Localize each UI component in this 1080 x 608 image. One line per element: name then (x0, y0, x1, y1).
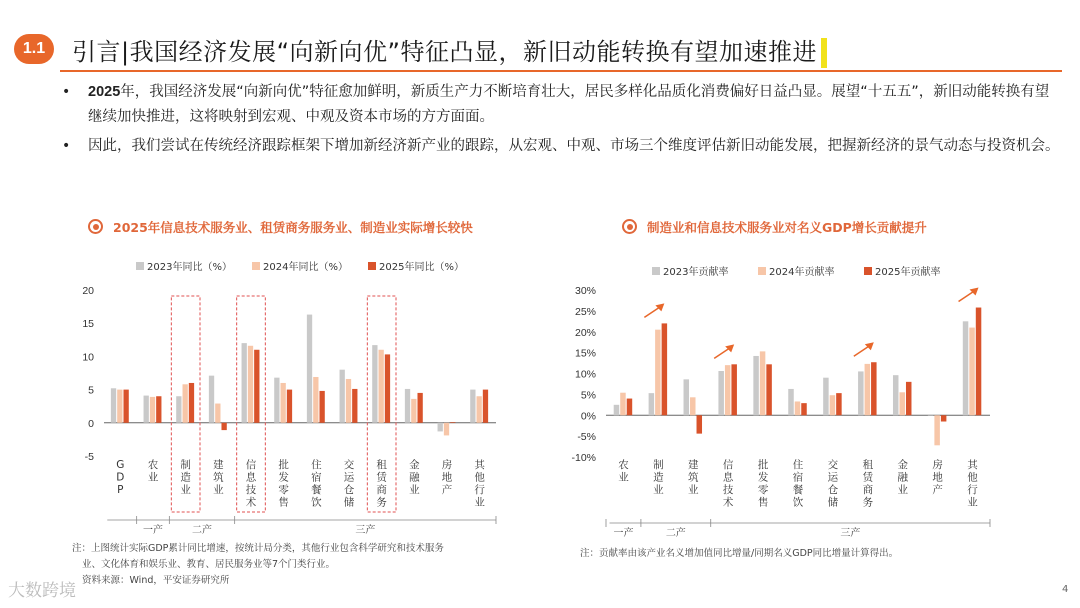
bar-2024 (281, 383, 286, 423)
chart-left-title-text: 2025年信息技术服务业、租赁商务服务业、制造业实际增长较快 (113, 220, 473, 235)
x-category-label: D (116, 471, 125, 484)
x-category-label: 融 (897, 471, 908, 484)
x-category-label: 运 (827, 471, 839, 484)
x-category-label: 技 (245, 484, 257, 496)
bar-2023 (684, 379, 690, 415)
y-tick-label: 15 (82, 318, 94, 331)
x-category-label: 批 (757, 459, 769, 471)
x-category-label: 租 (376, 459, 387, 471)
chart-left-notes (72, 541, 542, 589)
x-category-label: 业 (474, 496, 485, 509)
legend-swatch (758, 267, 766, 275)
y-tick-label: 10 (82, 351, 94, 364)
legend-label: 2025年同比（%） (379, 262, 464, 273)
x-category-label: 业 (213, 484, 224, 496)
y-tick-label: 5 (88, 384, 94, 397)
bar-2023 (753, 356, 759, 415)
y-tick-label: 30% (574, 285, 596, 297)
bar-2025 (941, 415, 947, 421)
bar-2025 (801, 403, 807, 415)
x-category-label: 他 (967, 471, 978, 484)
legend-swatch (864, 267, 872, 275)
x-category-label: 术 (722, 496, 734, 509)
note-line: 业、文化体育和娱乐业、教育、居民服务业等7个门类行业。 (82, 559, 336, 570)
legend-swatch (136, 262, 144, 270)
x-category-label: 业 (688, 484, 699, 496)
bar-2025 (906, 382, 912, 415)
bar-2023 (470, 390, 475, 423)
bar-2024 (150, 397, 155, 423)
bar-2024 (969, 328, 975, 416)
bar-2023 (858, 371, 864, 415)
bar-2024 (690, 397, 696, 415)
bar-2025 (123, 390, 128, 423)
y-tick-label: 10% (574, 368, 596, 381)
x-category-label: 仓 (343, 484, 355, 496)
group-label: 三产 (355, 525, 376, 536)
x-category-label: 运 (343, 471, 355, 484)
x-category-label: 租 (862, 459, 874, 471)
x-category-label: 赁 (862, 471, 874, 484)
x-category-label: 农 (147, 459, 159, 471)
page-title-text: 引言|我国经济发展“向新向优”特征凸显，新旧动能转换有望加速推进 (72, 38, 817, 66)
x-category-label: 储 (343, 496, 355, 509)
x-category-label: 发 (757, 471, 769, 484)
x-category-label: 商 (862, 484, 874, 496)
bar-2025 (976, 308, 982, 416)
section-badge: 1.1 (14, 34, 54, 64)
bar-2024 (183, 384, 188, 423)
x-category-label: 业 (653, 484, 664, 496)
bar-2025 (221, 423, 226, 430)
group-label: 一产 (143, 525, 163, 536)
x-category-label: 息 (245, 471, 257, 484)
x-category-label: 地 (932, 471, 943, 484)
bar-2024 (899, 392, 905, 415)
bar-2023 (963, 321, 969, 415)
x-category-label: 信 (245, 459, 257, 471)
legend-swatch (252, 262, 260, 270)
bar-2024 (477, 396, 482, 423)
bar-2024 (830, 395, 836, 415)
bar-2023 (718, 371, 724, 415)
x-category-label: 技 (722, 484, 734, 496)
y-tick-label: -5% (577, 431, 596, 444)
bar-2023 (242, 343, 247, 423)
bar-2023 (111, 388, 116, 423)
x-category-label: 批 (278, 459, 289, 471)
bar-2023 (209, 376, 214, 423)
bar-2025 (287, 390, 292, 423)
bar-2024 (760, 351, 766, 415)
legend-label: 2024年贡献率 (769, 267, 835, 278)
x-category-label: 造 (653, 471, 664, 484)
bullet-body: 年，我国经济发展“向新向优”特征愈加鲜明，新质生产力不断培育壮大，居民多样化品质化消费偏好日益凸显。展望“十五五”，新旧动能转换有望继续加快推进，这将映射到宏观、中观及资本市场的方方面面。 (88, 84, 1050, 125)
x-category-label: 产 (932, 484, 943, 496)
bar-2025 (836, 393, 842, 415)
bar-2024 (248, 346, 253, 423)
bar-2024 (379, 350, 384, 423)
bar-2025 (254, 350, 259, 423)
x-category-label: 金 (409, 459, 420, 471)
bar-2025 (766, 364, 772, 415)
x-category-label: 农 (618, 459, 629, 471)
bar-2024 (411, 399, 416, 423)
chart-right-title-text: 制造业和信息技术服务业对名义GDP增长贡献提升 (647, 220, 927, 235)
y-tick-label: 20% (574, 326, 596, 339)
trend-arrow-head-icon (970, 288, 979, 296)
x-category-label: 商 (376, 484, 387, 496)
legend-label: 2025年贡献率 (875, 267, 941, 278)
x-category-label: 务 (862, 496, 874, 509)
bar-2023 (372, 345, 377, 423)
group-label: 一产 (613, 528, 634, 539)
bar-2025 (319, 391, 324, 423)
x-category-label: 饮 (792, 496, 804, 509)
x-category-label: 金 (897, 459, 908, 471)
bar-2025 (156, 396, 161, 423)
bar-2023 (823, 378, 829, 416)
x-category-label: 术 (245, 496, 257, 509)
bar-2023 (144, 396, 149, 423)
bar-2025 (697, 415, 703, 433)
y-tick-label: 5% (580, 389, 596, 402)
trend-arrow-head-icon (865, 342, 874, 350)
bar-2025 (662, 323, 668, 415)
bullet-body: 因此，我们尝试在传统经济跟踪框架下增加新经济新产业的跟踪，从宏观、中观、市场三个维度评估新旧动能发展，把握新经济的景气动态与投资机会。 (88, 138, 1060, 154)
bar-2025 (417, 393, 422, 423)
bullet-lead: 2025 (88, 84, 121, 100)
bar-2023 (893, 375, 899, 415)
bar-2025 (189, 383, 194, 423)
x-category-label: 仓 (827, 484, 839, 496)
bar-2025 (352, 389, 357, 423)
x-category-label: 业 (147, 471, 159, 484)
x-category-label: 业 (618, 471, 629, 484)
note-line: 注：贡献率由该产业名义增加值同比增量/同期名义GDP同比增量计算得出。 (580, 548, 899, 559)
bar-2023 (928, 415, 934, 416)
watermark: 大数跨境 (8, 581, 76, 601)
group-label: 二产 (192, 525, 212, 536)
x-category-label: 零 (757, 484, 769, 496)
bar-2023 (307, 315, 312, 423)
x-category-label: 务 (376, 496, 387, 509)
x-category-label: 储 (827, 496, 839, 509)
x-category-label: 制 (653, 459, 664, 471)
y-tick-label: 25% (574, 305, 596, 318)
bullet-dot-icon: • (62, 138, 71, 154)
x-category-label: 零 (278, 484, 289, 496)
x-category-label: 产 (441, 484, 453, 496)
x-category-label: 赁 (376, 471, 387, 484)
x-category-label: 住 (311, 459, 322, 471)
x-category-label: 餐 (792, 484, 804, 496)
x-category-label: 宿 (311, 471, 322, 484)
x-category-label: 交 (343, 459, 355, 471)
x-category-label: 行 (967, 484, 978, 496)
x-category-label: P (117, 484, 124, 496)
x-category-label: G (116, 459, 125, 471)
x-category-label: 房 (932, 459, 943, 471)
x-category-label: 售 (757, 496, 769, 509)
trend-arrow-head-icon (655, 303, 664, 311)
x-category-label: 信 (722, 459, 734, 471)
x-category-label: 业 (897, 484, 908, 496)
legend-label: 2023年同比（%） (147, 262, 232, 273)
y-tick-label: 0 (88, 417, 94, 430)
bar-2025 (871, 362, 877, 415)
x-category-label: 行 (474, 484, 485, 496)
x-category-label: 发 (278, 471, 289, 484)
x-category-label: 其 (967, 459, 978, 471)
x-category-label: 融 (409, 471, 420, 484)
bar-2023 (614, 405, 620, 415)
source-line: 资料来源：Wind，平安证券研究所 (82, 575, 230, 586)
bar-2023 (340, 370, 345, 423)
x-category-label: 交 (827, 459, 839, 471)
x-category-label: 房 (441, 459, 453, 471)
group-label: 三产 (840, 528, 861, 539)
y-tick-label: 15% (574, 347, 596, 360)
note-line: 注：上图统计实际GDP累计同比增速，按统计局分类，其他行业包含科学研究和技术服务 (72, 543, 444, 554)
x-category-label: 建 (213, 459, 224, 471)
x-category-label: 其 (474, 459, 485, 471)
trend-arrow-head-icon (725, 344, 734, 352)
x-category-label: 地 (441, 471, 453, 484)
x-category-label: 筑 (213, 471, 224, 484)
bar-2025 (385, 354, 390, 422)
x-category-label: 饮 (311, 496, 322, 509)
bar-2023 (788, 389, 794, 415)
x-category-label: 建 (688, 459, 699, 471)
x-category-label: 餐 (311, 484, 322, 496)
chart-right-notes (580, 546, 1060, 562)
x-category-label: 住 (792, 459, 804, 471)
y-tick-label: -5 (84, 451, 94, 463)
bar-2023 (274, 378, 279, 423)
x-category-label: 息 (722, 471, 734, 484)
y-tick-label: 20 (82, 285, 94, 297)
bar-2024 (865, 364, 871, 415)
bar-2024 (934, 415, 940, 445)
y-tick-label: -10% (571, 452, 596, 464)
x-category-label: 售 (278, 496, 289, 509)
bar-2024 (655, 330, 661, 416)
bar-2024 (725, 365, 731, 415)
bar-2025 (483, 390, 488, 423)
x-category-label: 业 (967, 496, 978, 509)
x-category-label: 他 (474, 471, 485, 484)
bar-2024 (117, 390, 122, 423)
bar-2023 (405, 389, 410, 423)
bar-2024 (620, 393, 626, 416)
bar-2025 (450, 422, 455, 423)
x-category-label: 宿 (792, 471, 804, 484)
legend-label: 2024年同比（%） (263, 262, 348, 273)
group-label: 二产 (665, 528, 686, 539)
legend-swatch (368, 262, 376, 270)
legend-swatch (652, 267, 660, 275)
bar-2023 (438, 423, 443, 432)
bar-2024 (313, 377, 318, 423)
bar-2025 (627, 399, 633, 416)
x-category-label: 业 (180, 484, 191, 496)
x-category-label: 制 (180, 459, 191, 471)
bar-2024 (444, 423, 449, 436)
x-category-label: 筑 (688, 471, 699, 484)
bar-2023 (649, 393, 655, 415)
y-tick-label: 0% (580, 410, 596, 423)
bar-2023 (176, 396, 181, 423)
bullet-dot-icon: • (62, 84, 71, 100)
page-number: 4 (1062, 584, 1069, 595)
x-category-label: 造 (180, 471, 191, 484)
bar-2025 (731, 364, 737, 415)
bar-2024 (795, 401, 801, 415)
bar-2024 (346, 379, 351, 423)
legend-label: 2023年贡献率 (663, 267, 729, 278)
bar-2024 (215, 404, 220, 423)
x-category-label: 业 (409, 484, 420, 496)
